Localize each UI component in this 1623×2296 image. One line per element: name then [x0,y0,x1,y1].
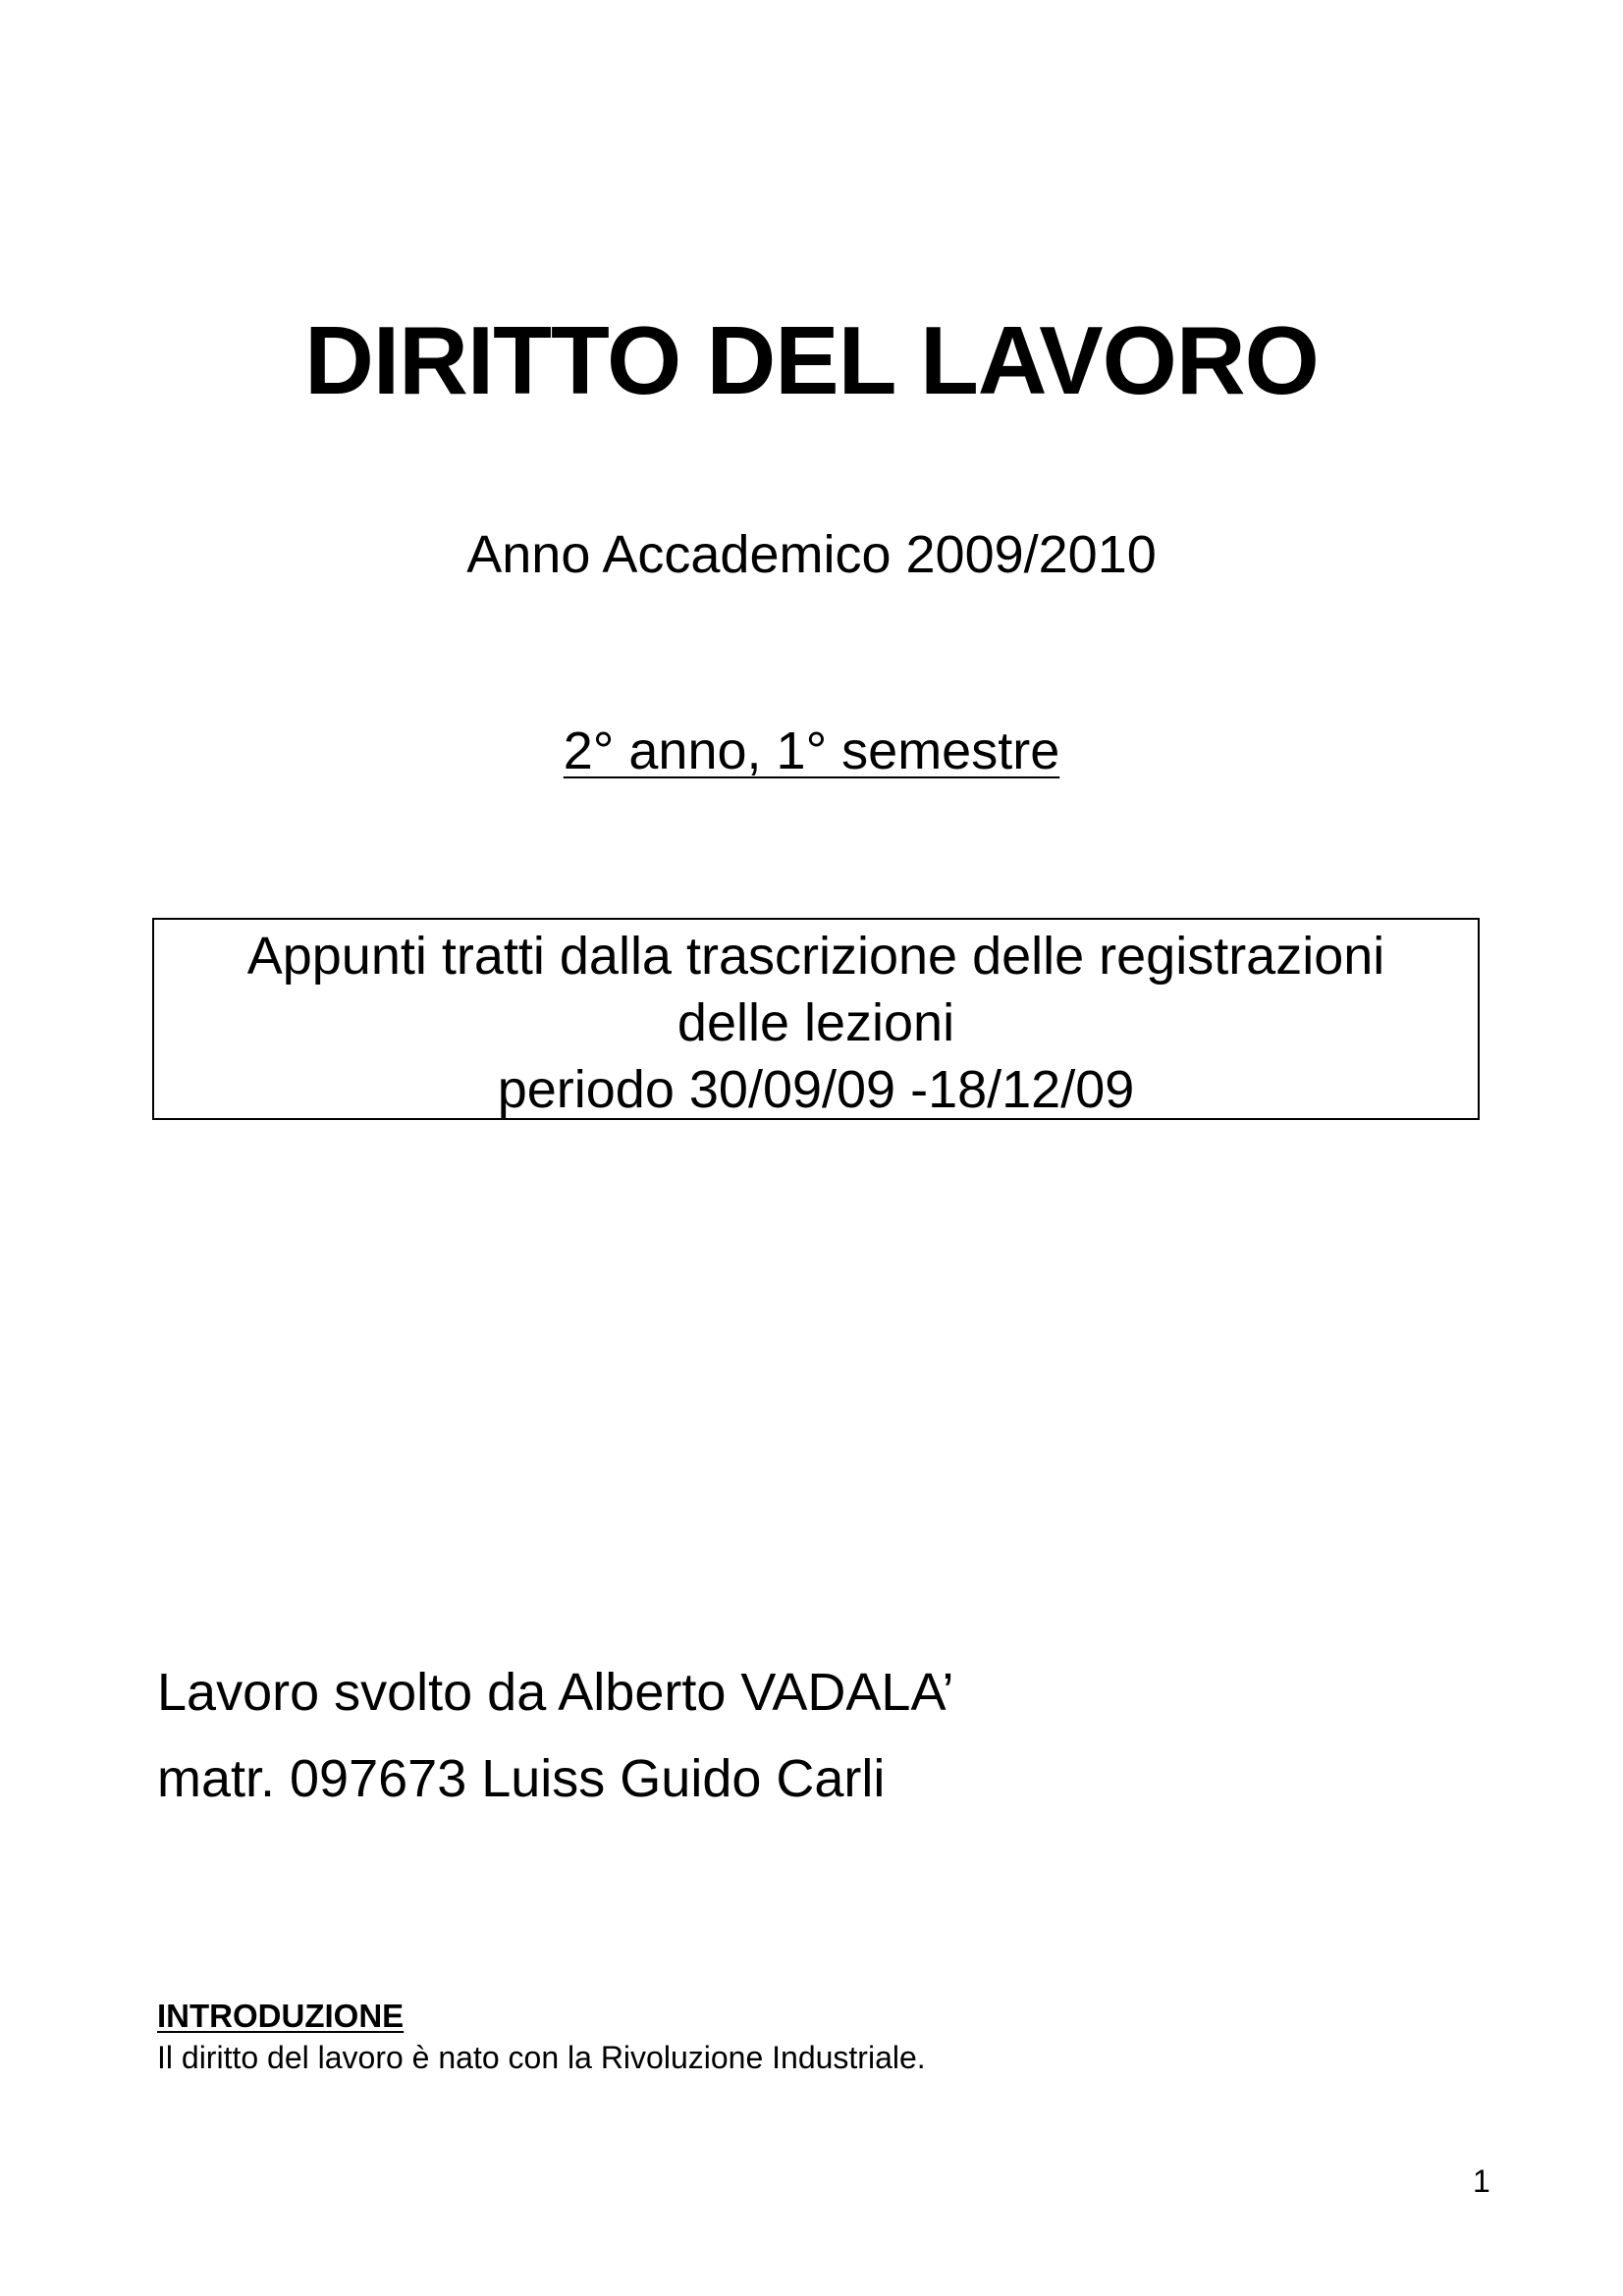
author-block [157,1649,953,1822]
author-line: matr. 097673 Luiss Guido Carli [157,1749,886,1808]
academic-year: Anno Accademico 2009/2010 [466,525,1157,584]
notes-line: delle lezioni [676,993,955,1052]
notes-source-box [152,918,1480,1120]
section-heading: INTRODUZIONE [157,1998,405,2034]
document-title: DIRITTO DEL LAVORO [304,306,1319,414]
notes-line: periodo 30/09/09 -18/12/09 [497,1060,1135,1119]
author-line: Lavoro svolto da Alberto VADALA’ [157,1663,954,1722]
section-paragraph: Il diritto del lavoro è nato con la Rivoluzione Industriale. [157,2040,926,2075]
notes-line: Appunti tratti dalla trascrizione delle registrazioni [246,927,1385,986]
semester-label: 2° anno, 1° semestre [563,721,1060,780]
page-number: 1 [1473,2163,1490,2199]
